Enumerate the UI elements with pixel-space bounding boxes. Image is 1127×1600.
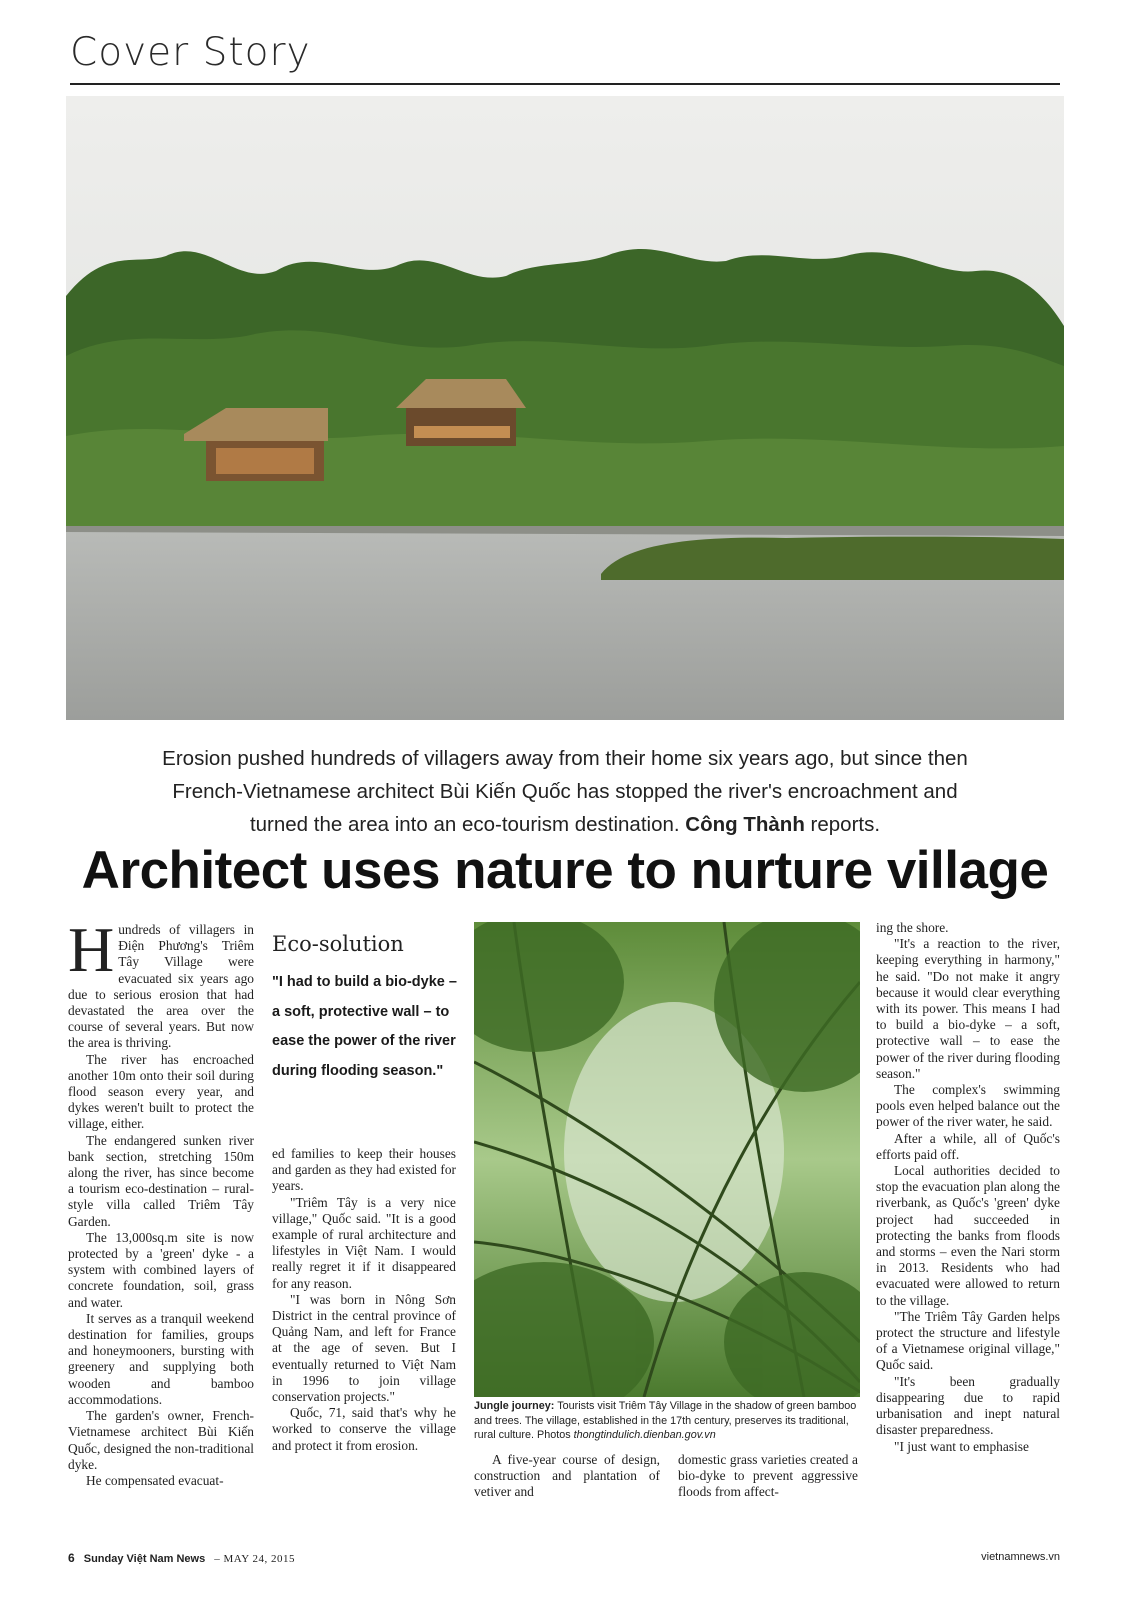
paragraph: After a while, all of Quốc's efforts paid off.: [876, 1130, 1060, 1162]
pullquote-title: Eco-solution: [272, 932, 404, 956]
paragraph: Quốc, 71, said that's why he worked to conserve the village and protect it from erosion.: [272, 1405, 456, 1453]
caption-text: Tourists visit Triêm Tây Village in the shadow of green bamboo and trees. The village, established in the 17th century, preserves its traditional, rural culture. Photos: [474, 1400, 857, 1441]
standfirst-line: [66, 808, 1064, 841]
section-divider: [70, 83, 1060, 85]
standfirst-line: French-Vietnamese architect Bùi Kiến Quốc has stopped the river's encroachment and: [172, 780, 958, 803]
paragraph: "It's a reaction to the river, keeping everything in harmony," he said. "Do not make it angry because it would clear everything with its power. This means I had to build a bio-dyke – a soft, protective wall – to ease the power of the river during flooding season.": [876, 936, 1060, 1081]
publication-name: Sunday Việt Nam News: [83, 1553, 206, 1565]
body-column-5: [876, 920, 1060, 1455]
paragraph: The endangered sunken river bank section, stretching 150m along the river, has since become a tourism eco-destination – rural-style villa called Triêm Tây Garden.: [68, 1132, 254, 1229]
paragraph: undreds of villagers in Điện Phương's Triêm Tây Village were evacuated six years ago due to serious erosion that had devastated the area over the course of several years. But now the area is thriving.: [68, 922, 254, 1051]
paragraph: A five-year course of design, construction and plantation of vetiver and: [474, 1452, 660, 1500]
paragraph: It serves as a tranquil weekend destination for families, groups and honeymooners, bursting with greenery and supplying both wooden and bamboo accommodations.: [68, 1310, 254, 1407]
section-title: Cover Story: [70, 30, 311, 75]
paragraph: "I just want to emphasise: [894, 1438, 1029, 1454]
body-column-4: [678, 1452, 858, 1501]
hero-photo: [66, 96, 1064, 720]
paragraph: "The Triêm Tây Garden helps protect the structure and lifestyle of a Vietnamese original village," Quốc said.: [876, 1308, 1060, 1373]
byline: Công Thành: [685, 813, 805, 836]
photo-caption: [474, 1399, 860, 1443]
photo-credit: thongtindulich.dienban.gov.vn: [573, 1429, 716, 1441]
issue-date: – MAY 24, 2015: [214, 1553, 296, 1565]
paragraph: domestic grass varieties created a bio-dyke to prevent aggressive floods from affect-: [678, 1452, 858, 1500]
standfirst-line: Erosion pushed hundreds of villagers away from their home six years ago, but since then: [162, 747, 968, 770]
byline-suffix: reports.: [804, 813, 881, 836]
paragraph: Local authorities decided to stop the evacuation plan along the riverbank, as Quốc's 'green' dyke project had succeeded in protecting the banks from floods and storms – even the Nari storm in 2013. Residents who had evacuated were allowed to return to the village.: [876, 1163, 1060, 1308]
paragraph: The complex's swimming pools even helped balance out the power of the river water, he said.: [876, 1082, 1060, 1130]
paragraph: ed families to keep their houses and garden as they had existed for years.: [272, 1146, 456, 1194]
paragraph: "It's been gradually disappearing due to rapid urbanisation and inept natural disaster preparedness.: [876, 1373, 1060, 1438]
paragraph: "Triêm Tây is a very nice village," Quốc said. "It is a good example of rural architecture and lifestyles in Việt Nam. I would really regret it if it disappeared for any reason.: [272, 1194, 456, 1291]
body-column-2: [272, 1146, 456, 1454]
paragraph: "I was born in Nông Sơn District in the central province of Quảng Nam, and left for France at the age of seven. But I eventually returned to Việt Nam in 1996 to join village conservation projects.": [272, 1291, 456, 1405]
bamboo-photo: [474, 922, 860, 1397]
caption-lead: Jungle journey:: [474, 1400, 555, 1412]
paragraph: The 13,000sq.m site is now protected by a 'green' dyke - a system with combined layers of concrete foundation, soil, grass and water.: [68, 1229, 254, 1310]
footer-left: [68, 1551, 295, 1565]
headline: Architect uses nature to nurture village: [81, 841, 1049, 900]
footer-website[interactable]: vietnamnews.vn: [981, 1551, 1060, 1563]
drop-cap: H: [68, 914, 115, 985]
standfirst: [66, 742, 1064, 841]
body-column-3: [474, 1452, 660, 1501]
paragraph: He compensated evacuat-: [86, 1472, 224, 1488]
paragraph: The river has encroached another 10m onto their soil during flood season every year, and dykes weren't built to protect the village, either.: [68, 1051, 254, 1132]
paragraph: The garden's owner, French-Vietnamese architect Bùi Kiến Quốc, designed the non-traditional dyke.: [68, 1408, 254, 1472]
pullquote-text: "I had to build a bio-dyke – a soft, protective wall – to ease the power of the river during flooding season.": [272, 974, 457, 1079]
paragraph: ing the shore.: [876, 920, 949, 935]
standfirst-text: turned the area into an eco-tourism destination.: [249, 813, 680, 836]
body-column-1: [68, 914, 254, 1489]
page-number: 6: [68, 1551, 75, 1565]
